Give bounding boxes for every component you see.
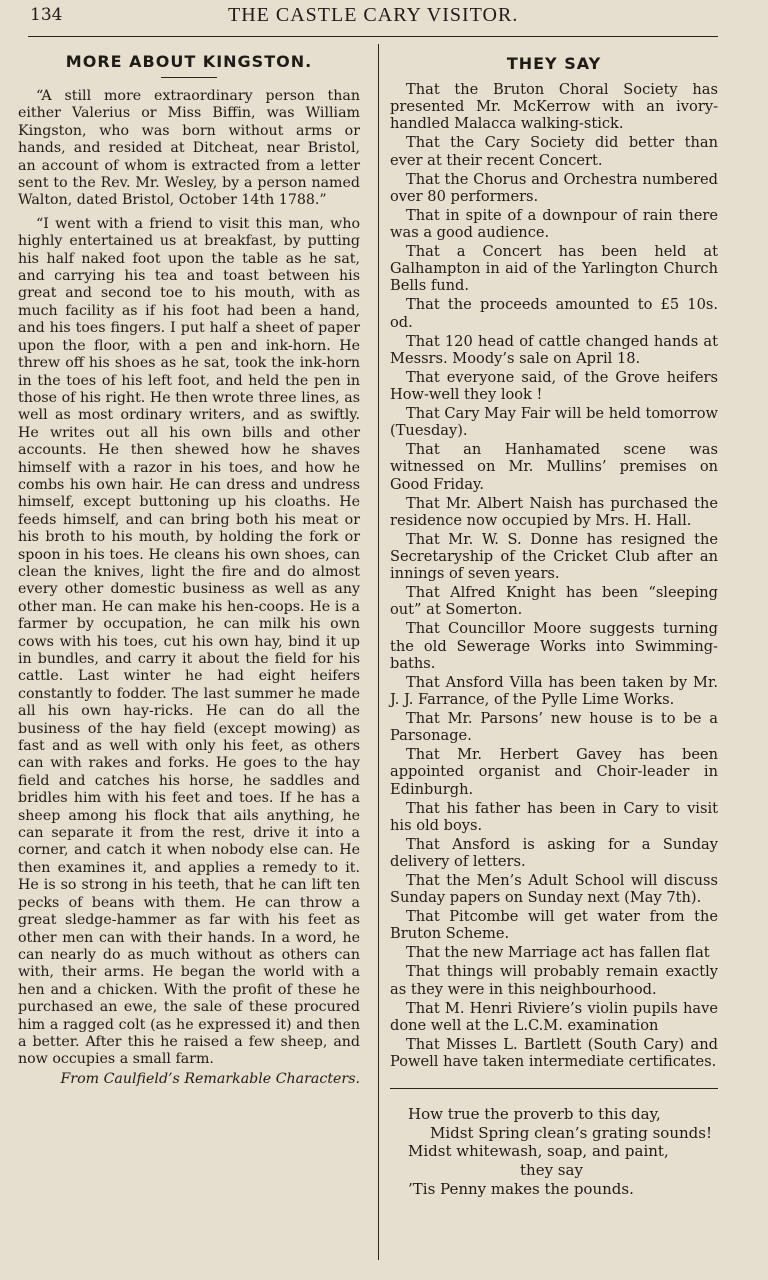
verse-line: How true the proverb to this day, [408,1105,661,1124]
they-say-item: That Mr. Parsons’ new house is to be a Parsonage. [390,710,718,745]
they-say-item: That things will probably remain exactly as they were in this neighbourhood. [390,963,718,998]
they-say-item: That 120 head of cattle changed hands at Messrs. Moody’s sale on April 18. [390,332,718,367]
they-say-item: That his father has been in Cary to visit his old boys. [390,799,718,834]
verse-line: ’Tis Penny makes the pounds. [408,1179,634,1198]
they-say-item: That the new Marriage act has fallen flat [406,944,710,962]
they-say-item: That Mr. Albert Naish has purchased the residence now occupied by Mrs. H. Hall. [390,494,718,529]
they-say-item: That a Concert has been held at Galhampton in aid of the Yarlington Church Bells fund. [390,243,718,295]
verse-line: they say [520,1161,583,1180]
they-say-item: That everyone said, of the Grove heifers How-well they look ! [390,368,718,404]
column-heading: THEY SAY [506,54,602,73]
header-rule [28,36,718,37]
they-say-item: That Misses L. Bartlett (South Cary) and Powell have taken intermediate certificates. [390,1035,718,1071]
page-header [0,0,768,40]
they-say-item: That an Hanhamated scene was witnessed on Mr. Mullins’ premises on Good Friday. [390,441,718,493]
they-say-item: That Councillor Moore suggests turning the old Sewerage Works into Swimming-baths. [390,620,718,672]
page-number: 134 [30,5,63,25]
closing-verse [390,1105,718,1198]
article-kingston [18,46,360,1087]
they-say-item: That Mr. Herbert Gavey has been appointed organist and Choir-leader in Edinburgh. [390,746,718,798]
they-say-item: That the Bruton Choral Society has presented Mr. McKerrow with an ivory-handled Malacca walking-stick. [390,81,718,133]
column-divider [378,44,379,1260]
they-say-item: That Cary May Fair will be held tomorrow (Tuesday). [390,405,718,440]
they-say-column [390,50,718,1198]
they-say-item: That Pitcombe will get water from the Bruton Scheme. [390,908,718,943]
publication-title: THE CASTLE CARY VISITOR. [228,4,519,26]
verse-line: Midst Spring clean’s grating sounds! [430,1123,712,1142]
article-paragraph: “A still more extraordinary person than either Valerius or Miss Biffin, was William Kingston, who was born without arms or hands, and resided at Ditcheat, near Bristol, an account of whom is extracted from a letter sent to the Rev. Mr. Wesley, by a person named Walton, dated Bristol, October 14th 1788.” [18,88,360,209]
they-say-item: That the Men’s Adult School will discuss Sunday papers on Sunday next (May 7th). [390,872,718,907]
article-paragraph: “I went with a friend to visit this man, who highly entertained us at breakfast, by putting his half naked foot upon the table as he sat, and carrying his tea and toast between his great and second toe to his mouth, with as much facility as if his foot had been a hand, and his toes fingers. I put half a sheet of paper upon the floor, with a pen and ink-horn. He threw off his shoes as he sat, took the ink-horn in the toes of his left foot, and held the pen in those of his right. He then wrote three lines, as well as most ordinary writers, and as swiftly. He writes out all his own bills and other accounts. He then shewed how he shaves himself with a razor in his toes, and how he combs his own hair. He can dress and undress himself, except buttoning up his cloaths. He feeds himself, and can bring both his meat or his broth to his mouth, by holding the fork or spoon in his toes. He cleans his own shoes, can clean the knives, light the fire and do almost every other domestic business as well as any other man. He can make his hen-coops. He is a farmer by occupation, he can milk his own cows with his toes, cut his own hay, bind it up in bundles, and carry it about the field for his cattle. Last winter he had eight heifers constantly to fodder. The last summer he made all his own hay-ricks. He can do all the business of the hay field (except mowing) as fast and as well with only his feet, as others can with rakes and forks. He goes to the hay field and catches his horse, he saddles and bridles him with his feet and toes. If he has a sheep among his flock that ails anything, he can separate it from the rest, drive it into a corner, and catch it when nobody else can. He then examines it, and applies a remedy to it. He is so strong in his teeth, that he can lift ten pecks of beans with them. He can throw a great sledge-hammer as far with his feet as other men can with their hands. In a word, he can nearly do as much without as others can with, their arms. He began the world with a hen and a chicken. With the profit of these he purchased an ewe, the sale of these procured him a ragged colt (as he expressed it) and then a better. After this he raised a few sheep, and now occupies a small farm. [18,215,360,1068]
they-say-item: That Alfred Knight has been “sleeping out” at Somerton. [390,584,718,619]
they-say-item: That Ansford Villa has been taken by Mr. J. J. Farrance, of the Pylle Lime Works. [390,673,718,709]
article-heading: MORE ABOUT KINGSTON. [65,52,313,71]
they-say-item: That in spite of a downpour of rain there was a good audience. [390,206,718,242]
they-say-item: That the Cary Society did better than ever at their recent Concert. [390,134,718,169]
they-say-item: That Ansford is asking for a Sunday delivery of letters. [390,835,718,871]
they-say-item: That the proceeds amounted to £5 10s. od. [390,296,718,331]
they-say-item: That Mr. W. S. Donne has resigned the Secretaryship of the Cricket Club after an innings of seven years. [390,530,718,583]
verse-line: Midst whitewash, soap, and paint, [408,1142,669,1161]
section-rule [390,1088,718,1089]
they-say-item: That M. Henri Riviere’s violin pupils have done well at the L.C.M. examination [390,999,718,1034]
they-say-item: That the Chorus and Orchestra numbered over 80 performers. [390,170,718,205]
heading-rule [161,77,217,78]
article-source: From Caulfield’s Remarkable Characters. [60,1070,360,1087]
